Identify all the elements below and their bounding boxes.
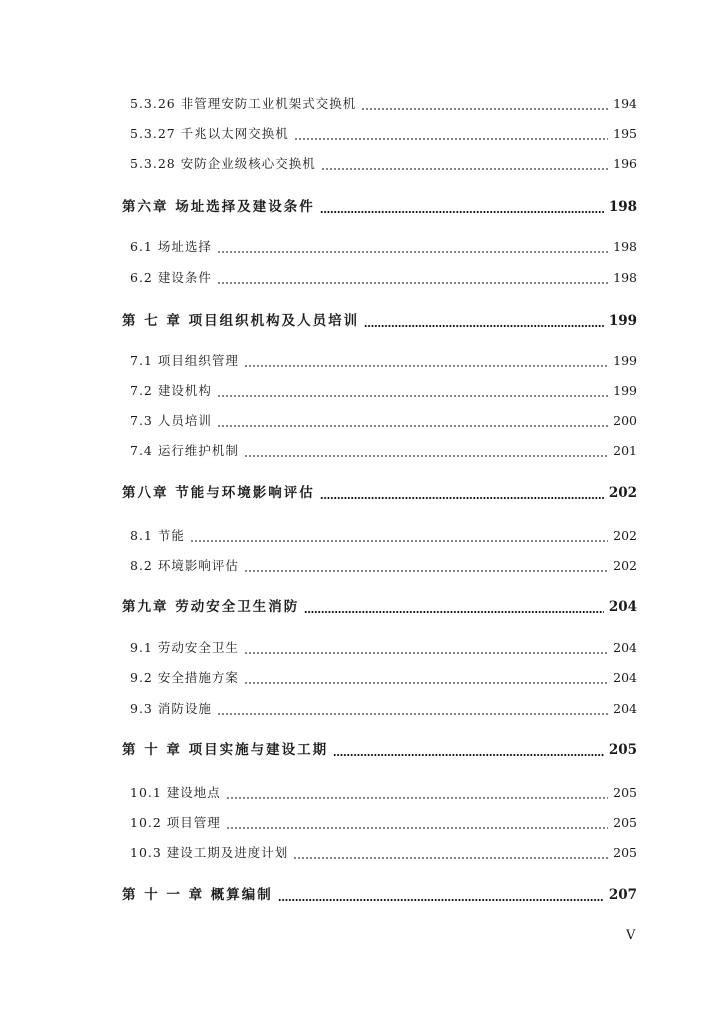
- toc-chapter-title: 第 十 章 项目实施与建设工期: [122, 742, 329, 758]
- toc-entry-10-2[interactable]: [130, 811, 637, 833]
- toc-entry-title: 10.3 建设工期及进度计划: [130, 845, 289, 860]
- toc-entry-title: 7.4 运行维护机制: [130, 443, 239, 458]
- toc-entry-title: 8.2 环境影响评估: [130, 558, 239, 573]
- toc-entry-title: 9.1 劳动安全卫生: [130, 640, 239, 655]
- toc-entry-title: 6.2 建设条件: [130, 270, 212, 285]
- toc-entry-8-1[interactable]: [130, 524, 637, 546]
- toc-chapter-6[interactable]: [122, 195, 637, 217]
- toc-entry-5-3-26[interactable]: [130, 92, 637, 114]
- toc-chapter-page: 199: [608, 313, 637, 329]
- dot-leader: [244, 671, 608, 685]
- dot-leader: [320, 486, 604, 500]
- toc-entry-page: 194: [613, 96, 637, 111]
- toc-entry-page: 204: [613, 640, 637, 655]
- dot-leader: [361, 97, 608, 111]
- toc-entry-7-2[interactable]: [130, 379, 637, 401]
- toc-entry-page: 196: [613, 156, 637, 171]
- toc-entry-page: 198: [613, 270, 637, 285]
- toc-entry-page: 205: [613, 815, 637, 830]
- toc-entry-title: 9.3 消防设施: [130, 701, 212, 716]
- toc-entry-title: 7.3 人员培训: [130, 413, 212, 428]
- toc-entry-8-2[interactable]: [130, 554, 637, 576]
- dot-leader: [244, 444, 608, 458]
- toc-entry-page: 200: [613, 413, 637, 428]
- toc-entry-10-3[interactable]: [130, 841, 637, 863]
- toc-entry-page: 199: [613, 353, 637, 368]
- toc-entry-page: 201: [613, 443, 637, 458]
- dot-leader: [333, 743, 604, 757]
- dot-leader: [293, 846, 608, 860]
- toc-entry-title: 7.1 项目组织管理: [130, 353, 239, 368]
- toc-entry-title: 5.3.28 安防企业级核心交换机: [130, 156, 316, 171]
- toc-entry-7-4[interactable]: [130, 439, 637, 461]
- toc-chapter-11[interactable]: [122, 883, 637, 905]
- toc-chapter-title: 第 十 一 章 概算编制: [122, 887, 273, 903]
- dot-leader: [226, 786, 608, 800]
- dot-leader: [226, 816, 608, 830]
- toc-entry-9-1[interactable]: [130, 636, 637, 658]
- toc-entry-title: 5.3.27 千兆以太网交换机: [130, 126, 289, 141]
- toc-chapter-8[interactable]: [122, 481, 637, 503]
- toc-entry-title: 5.3.26 非管理安防工业机架式交换机: [130, 96, 357, 111]
- dot-leader: [217, 240, 608, 254]
- toc-entry-page: 198: [613, 239, 637, 254]
- toc-entry-page: 202: [613, 528, 637, 543]
- toc-entry-title: 9.2 安全措施方案: [130, 670, 239, 685]
- toc-chapter-10[interactable]: [122, 738, 637, 760]
- dot-leader: [294, 127, 608, 141]
- dot-leader: [217, 384, 608, 398]
- dot-leader: [244, 641, 608, 655]
- dot-leader: [217, 414, 608, 428]
- toc-entry-page: 202: [613, 558, 637, 573]
- dot-leader: [217, 271, 608, 285]
- toc-chapter-7[interactable]: [122, 309, 637, 331]
- toc-entry-title: 7.2 建设机构: [130, 383, 212, 398]
- dot-leader: [217, 702, 608, 716]
- toc-entry-title: 8.1 节能: [130, 528, 185, 543]
- toc-chapter-title: 第 七 章 项目组织机构及人员培训: [122, 313, 360, 329]
- toc-entry-5-3-28[interactable]: [130, 152, 637, 174]
- toc-entry-7-1[interactable]: [130, 349, 637, 371]
- dot-leader: [321, 157, 608, 171]
- toc-entry-6-2[interactable]: [130, 266, 637, 288]
- toc-entry-title: 10.1 建设地点: [130, 785, 221, 800]
- toc-entry-title: 6.1 场址选择: [130, 239, 212, 254]
- toc-chapter-title: 第八章 节能与环境影响评估: [122, 485, 315, 501]
- dot-leader: [244, 559, 608, 573]
- dot-leader: [304, 600, 604, 614]
- toc-chapter-page: 207: [608, 887, 637, 903]
- toc-entry-page: 204: [613, 670, 637, 685]
- dot-leader: [320, 200, 604, 214]
- toc-entry-page: 199: [613, 383, 637, 398]
- toc-chapter-page: 202: [608, 485, 637, 501]
- toc-entry-title: 10.2 项目管理: [130, 815, 221, 830]
- toc-chapter-title: 第九章 劳动安全卫生消防: [122, 599, 300, 615]
- toc-entry-7-3[interactable]: [130, 409, 637, 431]
- dot-leader: [190, 529, 608, 543]
- toc-entry-10-1[interactable]: [130, 781, 637, 803]
- dot-leader: [278, 888, 604, 902]
- toc-chapter-page: 205: [608, 742, 637, 758]
- toc-chapter-page: 204: [608, 599, 637, 615]
- toc-chapter-title: 第六章 场址选择及建设条件: [122, 199, 315, 215]
- toc-entry-5-3-27[interactable]: [130, 122, 637, 144]
- toc-entry-page: 195: [613, 126, 637, 141]
- toc-chapter-9[interactable]: [122, 595, 637, 617]
- dot-leader: [364, 314, 604, 328]
- toc-entry-9-2[interactable]: [130, 666, 637, 688]
- page-number: V: [626, 928, 636, 943]
- toc-entry-page: 205: [613, 785, 637, 800]
- toc-chapter-page: 198: [608, 199, 637, 215]
- toc-entry-page: 204: [613, 701, 637, 716]
- toc-entry-6-1[interactable]: [130, 235, 637, 257]
- toc-entry-page: 205: [613, 845, 637, 860]
- dot-leader: [244, 354, 608, 368]
- toc-entry-9-3[interactable]: [130, 697, 637, 719]
